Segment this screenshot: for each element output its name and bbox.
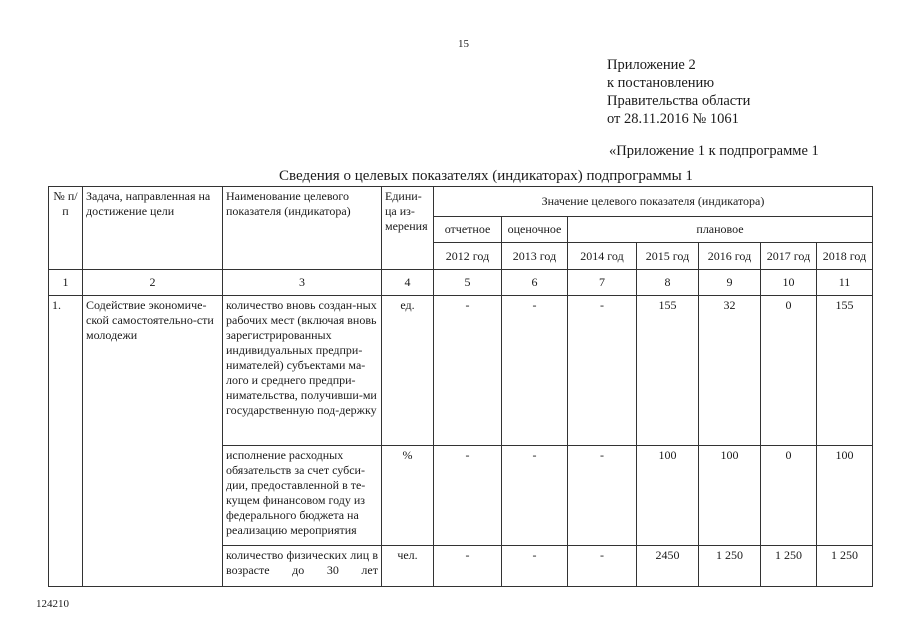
column-number: 2	[83, 270, 223, 296]
header-unit: Едини-ца из-мерения	[382, 187, 434, 270]
header-year: 2012 год	[434, 243, 502, 270]
column-number: 7	[568, 270, 637, 296]
appendix-line: к постановлению	[607, 75, 715, 91]
indicator-value: 100	[817, 446, 873, 546]
column-number-row	[49, 270, 873, 296]
appendix-line: от 28.11.2016 № 1061	[607, 111, 739, 127]
indicator-value: 0	[761, 296, 817, 446]
indicator-value: -	[434, 446, 502, 546]
subprogram-appendix-label: «Приложение 1 к подпрограмме 1	[609, 143, 819, 159]
header-value: Значение целевого показателя (индикатора)	[434, 187, 873, 217]
indicator-unit: %	[382, 446, 434, 546]
indicator-name	[223, 546, 382, 587]
header-indicator: Наименование целевого показателя (индикатора)	[223, 187, 382, 270]
task-text: Содействие экономиче-ской самостоятельно-сти молодежи	[83, 296, 223, 587]
header-num: № п/п	[49, 187, 83, 270]
indicator-value: -	[568, 296, 637, 446]
header-year: 2015 год	[637, 243, 699, 270]
table-row	[49, 296, 873, 446]
header-reported: отчетное	[434, 217, 502, 243]
column-number: 6	[502, 270, 568, 296]
appendix-line: Приложение 2	[607, 57, 696, 73]
indicator-name-text: количество физических лиц в возрасте до 30 лет	[226, 548, 378, 577]
indicator-value: -	[502, 296, 568, 446]
indicator-value: -	[434, 296, 502, 446]
indicator-value: -	[568, 446, 637, 546]
column-number: 9	[699, 270, 761, 296]
header-year: 2016 год	[699, 243, 761, 270]
indicator-value: -	[502, 446, 568, 546]
header-year: 2018 год	[817, 243, 873, 270]
indicators-table	[48, 186, 873, 587]
document-title: Сведения о целевых показателях (индикаторах) подпрограммы 1	[279, 168, 693, 184]
indicator-value: 0	[761, 446, 817, 546]
header-task: Задача, направленная на достижение цели	[83, 187, 223, 270]
header-year: 2014 год	[568, 243, 637, 270]
header-planned: плановое	[568, 217, 873, 243]
column-number: 3	[223, 270, 382, 296]
indicator-value: 1 250	[817, 546, 873, 587]
indicator-value: 1 250	[699, 546, 761, 587]
indicator-value: 100	[699, 446, 761, 546]
indicator-value: 155	[637, 296, 699, 446]
indicator-name: количество вновь создан-ных рабочих мест (включая вновь зарегистрированных индивидуальных предпри-нимателей) субъектами ма-лого и среднего предпри-нимательства, получивши-ми государственную под-держку	[223, 296, 382, 446]
column-number: 8	[637, 270, 699, 296]
indicator-value: 2450	[637, 546, 699, 587]
column-number: 4	[382, 270, 434, 296]
column-number: 5	[434, 270, 502, 296]
indicator-value: 155	[817, 296, 873, 446]
header-year: 2017 год	[761, 243, 817, 270]
indicator-value: -	[502, 546, 568, 587]
indicator-value: 100	[637, 446, 699, 546]
page-number: 15	[458, 38, 469, 50]
footer-code: 124210	[36, 598, 69, 610]
column-number: 11	[817, 270, 873, 296]
indicator-value: -	[568, 546, 637, 587]
indicator-value: 32	[699, 296, 761, 446]
header-year: 2013 год	[502, 243, 568, 270]
header-estimated: оценочное	[502, 217, 568, 243]
appendix-header	[607, 56, 750, 128]
indicator-unit: чел.	[382, 546, 434, 587]
indicator-unit: ед.	[382, 296, 434, 446]
task-number: 1.	[49, 296, 83, 587]
indicator-name: исполнение расходных обязательств за счет субси-дии, предоставленной в те-кущем финансовом году из федерального бюджета на реализацию мероприятия	[223, 446, 382, 546]
column-number: 10	[761, 270, 817, 296]
indicator-value: -	[434, 546, 502, 587]
indicator-value: 1 250	[761, 546, 817, 587]
column-number: 1	[49, 270, 83, 296]
appendix-line: Правительства области	[607, 93, 751, 109]
